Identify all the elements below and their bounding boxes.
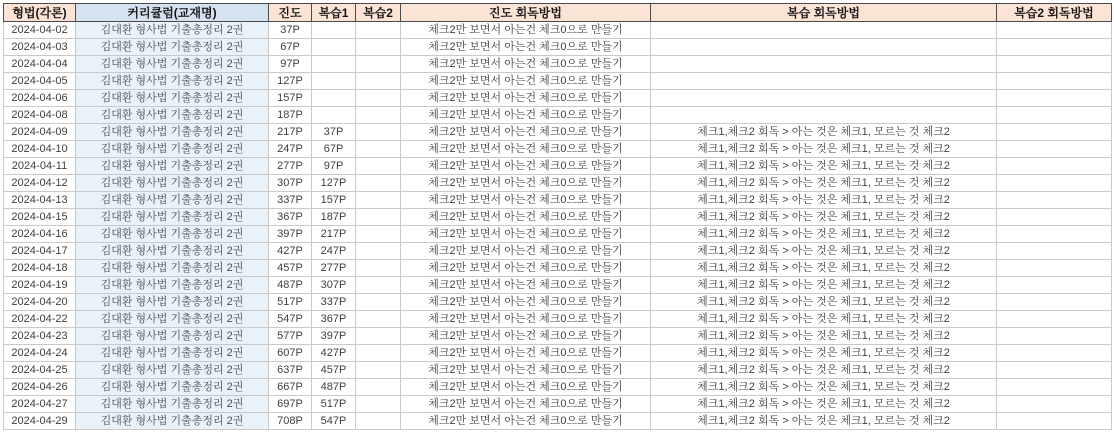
cell-progress-method[interactable]: 체크2만 보면서 아는건 체크0으로 만들기 <box>401 158 651 175</box>
cell-progress[interactable]: 127P <box>269 73 312 90</box>
cell-progress-method[interactable]: 체크2만 보면서 아는건 체크0으로 만들기 <box>401 311 651 328</box>
table-row <box>4 56 1112 73</box>
cell-progress[interactable]: 708P <box>269 413 312 430</box>
cell-progress-method[interactable]: 체크2만 보면서 아는건 체크0으로 만들기 <box>401 396 651 413</box>
cell-curriculum[interactable]: 김대환 형사법 기출총정리 2권 <box>76 294 269 311</box>
cell-curriculum[interactable]: 김대환 형사법 기출총정리 2권 <box>76 260 269 277</box>
table-row <box>4 22 1112 39</box>
cell-review2-method[interactable] <box>997 396 1112 413</box>
cell-review2-method[interactable] <box>997 90 1112 107</box>
table-row <box>4 396 1112 413</box>
cell-review-method[interactable]: 체크1,체크2 회독 > 아는 것은 체크1, 모르는 것 체크2 <box>651 226 997 243</box>
cell-review2-method[interactable] <box>997 107 1112 124</box>
cell-review2[interactable] <box>356 141 401 158</box>
cell-progress-method[interactable]: 체크2만 보면서 아는건 체크0으로 만들기 <box>401 328 651 345</box>
column-header-curriculum[interactable]: 커리큘럼(교재명) <box>76 4 269 22</box>
cell-progress[interactable]: 37P <box>269 22 312 39</box>
cell-date[interactable]: 2024-04-23 <box>4 328 76 345</box>
cell-curriculum[interactable]: 김대환 형사법 기출총정리 2권 <box>76 362 269 379</box>
cell-date[interactable]: 2024-04-18 <box>4 260 76 277</box>
cell-progress-method[interactable]: 체크2만 보면서 아는건 체크0으로 만들기 <box>401 192 651 209</box>
cell-date[interactable]: 2024-04-27 <box>4 396 76 413</box>
cell-review1[interactable]: 397P <box>312 328 356 345</box>
cell-review-method[interactable]: 체크1,체크2 회독 > 아는 것은 체크1, 모르는 것 체크2 <box>651 362 997 379</box>
cell-progress[interactable]: 547P <box>269 311 312 328</box>
table-row <box>4 413 1112 430</box>
column-header-progress-method[interactable]: 진도 회독방법 <box>401 4 651 22</box>
cell-progress[interactable]: 487P <box>269 277 312 294</box>
cell-progress-method[interactable]: 체크2만 보면서 아는건 체크0으로 만들기 <box>401 39 651 56</box>
cell-progress[interactable]: 397P <box>269 226 312 243</box>
table-row <box>4 39 1112 56</box>
cell-progress-method[interactable]: 체크2만 보면서 아는건 체크0으로 만들기 <box>401 175 651 192</box>
table-row <box>4 209 1112 226</box>
cell-review1[interactable] <box>312 107 356 124</box>
column-header-review2-method[interactable]: 복습2 회독방법 <box>997 4 1112 22</box>
cell-progress-method[interactable]: 체크2만 보면서 아는건 체크0으로 만들기 <box>401 294 651 311</box>
cell-review-method[interactable]: 체크1,체크2 회독 > 아는 것은 체크1, 모르는 것 체크2 <box>651 379 997 396</box>
cell-review-method[interactable] <box>651 56 997 73</box>
table-row <box>4 379 1112 396</box>
cell-date[interactable]: 2024-04-03 <box>4 39 76 56</box>
table-row <box>4 294 1112 311</box>
cell-progress[interactable]: 637P <box>269 362 312 379</box>
cell-progress[interactable]: 697P <box>269 396 312 413</box>
cell-curriculum[interactable]: 김대환 형사법 기출총정리 2권 <box>76 243 269 260</box>
cell-review2-method[interactable] <box>997 39 1112 56</box>
study-plan-table <box>3 3 1112 430</box>
cell-progress-method[interactable]: 체크2만 보면서 아는건 체크0으로 만들기 <box>401 345 651 362</box>
cell-progress-method[interactable]: 체크2만 보면서 아는건 체크0으로 만들기 <box>401 90 651 107</box>
cell-review1[interactable]: 127P <box>312 175 356 192</box>
cell-review2[interactable] <box>356 277 401 294</box>
cell-review2-method[interactable] <box>997 175 1112 192</box>
cell-review-method[interactable]: 체크1,체크2 회독 > 아는 것은 체크1, 모르는 것 체크2 <box>651 175 997 192</box>
column-header-review2[interactable]: 복습2 <box>356 4 401 22</box>
table-row <box>4 277 1112 294</box>
cell-curriculum[interactable]: 김대환 형사법 기출총정리 2권 <box>76 175 269 192</box>
cell-review-method[interactable] <box>651 22 997 39</box>
column-header-progress[interactable]: 진도 <box>269 4 312 22</box>
cell-review2[interactable] <box>356 226 401 243</box>
cell-review1[interactable] <box>312 90 356 107</box>
cell-progress[interactable]: 517P <box>269 294 312 311</box>
cell-date[interactable]: 2024-04-29 <box>4 413 76 430</box>
cell-progress[interactable]: 367P <box>269 209 312 226</box>
cell-curriculum[interactable]: 김대환 형사법 기출총정리 2권 <box>76 22 269 39</box>
table-body <box>4 22 1112 430</box>
cell-review2[interactable] <box>356 39 401 56</box>
cell-date[interactable]: 2024-04-25 <box>4 362 76 379</box>
cell-curriculum[interactable]: 김대환 형사법 기출총정리 2권 <box>76 73 269 90</box>
cell-review2[interactable] <box>356 209 401 226</box>
cell-date[interactable]: 2024-04-04 <box>4 56 76 73</box>
cell-review2-method[interactable] <box>997 311 1112 328</box>
cell-progress-method[interactable]: 체크2만 보면서 아는건 체크0으로 만들기 <box>401 22 651 39</box>
cell-review2[interactable] <box>356 158 401 175</box>
cell-review-method[interactable] <box>651 73 997 90</box>
cell-review1[interactable]: 487P <box>312 379 356 396</box>
cell-review1[interactable] <box>312 22 356 39</box>
cell-review2[interactable] <box>356 260 401 277</box>
cell-progress-method[interactable]: 체크2만 보면서 아는건 체크0으로 만들기 <box>401 379 651 396</box>
cell-progress[interactable]: 307P <box>269 175 312 192</box>
cell-review2-method[interactable] <box>997 243 1112 260</box>
cell-review2[interactable] <box>356 294 401 311</box>
cell-review2[interactable] <box>356 22 401 39</box>
cell-review-method[interactable]: 체크1,체크2 회독 > 아는 것은 체크1, 모르는 것 체크2 <box>651 345 997 362</box>
cell-review2-method[interactable] <box>997 294 1112 311</box>
column-header-review-method[interactable]: 복습 회독방법 <box>651 4 997 22</box>
cell-review1[interactable]: 67P <box>312 141 356 158</box>
cell-review1[interactable]: 217P <box>312 226 356 243</box>
cell-curriculum[interactable]: 김대환 형사법 기출총정리 2권 <box>76 39 269 56</box>
cell-date[interactable]: 2024-04-26 <box>4 379 76 396</box>
cell-curriculum[interactable]: 김대환 형사법 기출총정리 2권 <box>76 107 269 124</box>
column-header-review1[interactable]: 복습1 <box>312 4 356 22</box>
cell-review1[interactable] <box>312 56 356 73</box>
cell-review-method[interactable]: 체크1,체크2 회독 > 아는 것은 체크1, 모르는 것 체크2 <box>651 311 997 328</box>
cell-curriculum[interactable]: 김대환 형사법 기출총정리 2권 <box>76 379 269 396</box>
cell-progress-method[interactable]: 체크2만 보면서 아는건 체크0으로 만들기 <box>401 277 651 294</box>
cell-review2-method[interactable] <box>997 362 1112 379</box>
cell-review1[interactable]: 427P <box>312 345 356 362</box>
cell-review1[interactable]: 337P <box>312 294 356 311</box>
cell-review2-method[interactable] <box>997 124 1112 141</box>
table-row <box>4 90 1112 107</box>
cell-curriculum[interactable]: 김대환 형사법 기출총정리 2권 <box>76 124 269 141</box>
table-row <box>4 311 1112 328</box>
cell-date[interactable]: 2024-04-11 <box>4 158 76 175</box>
column-header-date[interactable]: 형법(각론) <box>4 4 76 22</box>
table-row <box>4 362 1112 379</box>
cell-review2[interactable] <box>356 345 401 362</box>
cell-review2[interactable] <box>356 413 401 430</box>
cell-review2[interactable] <box>356 90 401 107</box>
cell-progress[interactable]: 607P <box>269 345 312 362</box>
cell-review-method[interactable]: 체크1,체크2 회독 > 아는 것은 체크1, 모르는 것 체크2 <box>651 209 997 226</box>
cell-review1[interactable]: 307P <box>312 277 356 294</box>
cell-progress[interactable]: 667P <box>269 379 312 396</box>
cell-review2-method[interactable] <box>997 158 1112 175</box>
cell-progress-method[interactable]: 체크2만 보면서 아는건 체크0으로 만들기 <box>401 209 651 226</box>
cell-review2[interactable] <box>356 107 401 124</box>
cell-progress[interactable]: 217P <box>269 124 312 141</box>
cell-review-method[interactable]: 체크1,체크2 회독 > 아는 것은 체크1, 모르는 것 체크2 <box>651 141 997 158</box>
table-row <box>4 260 1112 277</box>
cell-review1[interactable]: 97P <box>312 158 356 175</box>
cell-review2[interactable] <box>356 311 401 328</box>
cell-review2-method[interactable] <box>997 277 1112 294</box>
cell-review1[interactable]: 367P <box>312 311 356 328</box>
cell-progress-method[interactable]: 체크2만 보면서 아는건 체크0으로 만들기 <box>401 141 651 158</box>
cell-review2-method[interactable] <box>997 226 1112 243</box>
cell-review-method[interactable]: 체크1,체크2 회독 > 아는 것은 체크1, 모르는 것 체크2 <box>651 277 997 294</box>
cell-curriculum[interactable]: 김대환 형사법 기출총정리 2권 <box>76 226 269 243</box>
cell-review2-method[interactable] <box>997 328 1112 345</box>
table-row <box>4 124 1112 141</box>
cell-review2-method[interactable] <box>997 379 1112 396</box>
cell-review-method[interactable]: 체크1,체크2 회독 > 아는 것은 체크1, 모르는 것 체크2 <box>651 192 997 209</box>
cell-review2-method[interactable] <box>997 209 1112 226</box>
cell-date[interactable]: 2024-04-20 <box>4 294 76 311</box>
cell-review2-method[interactable] <box>997 22 1112 39</box>
cell-review2[interactable] <box>356 379 401 396</box>
cell-review2-method[interactable] <box>997 73 1112 90</box>
cell-review1[interactable] <box>312 39 356 56</box>
cell-review1[interactable]: 157P <box>312 192 356 209</box>
cell-review-method[interactable] <box>651 39 997 56</box>
cell-review2-method[interactable] <box>997 413 1112 430</box>
cell-date[interactable]: 2024-04-19 <box>4 277 76 294</box>
cell-review2-method[interactable] <box>997 141 1112 158</box>
table-row <box>4 328 1112 345</box>
cell-progress-method[interactable]: 체크2만 보면서 아는건 체크0으로 만들기 <box>401 362 651 379</box>
cell-progress[interactable]: 247P <box>269 141 312 158</box>
cell-date[interactable]: 2024-04-08 <box>4 107 76 124</box>
table-row <box>4 175 1112 192</box>
cell-date[interactable]: 2024-04-17 <box>4 243 76 260</box>
cell-curriculum[interactable]: 김대환 형사법 기출총정리 2권 <box>76 141 269 158</box>
cell-curriculum[interactable]: 김대환 형사법 기출총정리 2권 <box>76 56 269 73</box>
table-row <box>4 226 1112 243</box>
cell-review-method[interactable]: 체크1,체크2 회독 > 아는 것은 체크1, 모르는 것 체크2 <box>651 243 997 260</box>
cell-progress[interactable]: 337P <box>269 192 312 209</box>
cell-review-method[interactable]: 체크1,체크2 회독 > 아는 것은 체크1, 모르는 것 체크2 <box>651 294 997 311</box>
table-row <box>4 345 1112 362</box>
cell-progress[interactable]: 187P <box>269 107 312 124</box>
cell-progress-method[interactable]: 체크2만 보면서 아는건 체크0으로 만들기 <box>401 56 651 73</box>
cell-review1[interactable]: 247P <box>312 243 356 260</box>
cell-progress-method[interactable]: 체크2만 보면서 아는건 체크0으로 만들기 <box>401 73 651 90</box>
cell-review1[interactable]: 187P <box>312 209 356 226</box>
cell-date[interactable]: 2024-04-24 <box>4 345 76 362</box>
table-row <box>4 107 1112 124</box>
cell-review2[interactable] <box>356 175 401 192</box>
cell-date[interactable]: 2024-04-06 <box>4 90 76 107</box>
cell-progress[interactable]: 277P <box>269 158 312 175</box>
cell-curriculum[interactable]: 김대환 형사법 기출총정리 2권 <box>76 192 269 209</box>
cell-curriculum[interactable]: 김대환 형사법 기출총정리 2권 <box>76 345 269 362</box>
cell-review2-method[interactable] <box>997 56 1112 73</box>
cell-date[interactable]: 2024-04-12 <box>4 175 76 192</box>
cell-review2[interactable] <box>356 56 401 73</box>
cell-review1[interactable]: 277P <box>312 260 356 277</box>
cell-review2[interactable] <box>356 192 401 209</box>
cell-progress-method[interactable]: 체크2만 보면서 아는건 체크0으로 만들기 <box>401 243 651 260</box>
cell-curriculum[interactable]: 김대환 형사법 기출총정리 2권 <box>76 90 269 107</box>
cell-review-method[interactable]: 체크1,체크2 회독 > 아는 것은 체크1, 모르는 것 체크2 <box>651 413 997 430</box>
cell-curriculum[interactable]: 김대환 형사법 기출총정리 2권 <box>76 328 269 345</box>
cell-curriculum[interactable]: 김대환 형사법 기출총정리 2권 <box>76 396 269 413</box>
cell-date[interactable]: 2024-04-09 <box>4 124 76 141</box>
cell-review-method[interactable] <box>651 90 997 107</box>
cell-date[interactable]: 2024-04-15 <box>4 209 76 226</box>
cell-date[interactable]: 2024-04-10 <box>4 141 76 158</box>
cell-review2-method[interactable] <box>997 345 1112 362</box>
cell-curriculum[interactable]: 김대환 형사법 기출총정리 2권 <box>76 209 269 226</box>
cell-progress-method[interactable]: 체크2만 보면서 아는건 체크0으로 만들기 <box>401 413 651 430</box>
cell-review2[interactable] <box>356 396 401 413</box>
cell-progress-method[interactable]: 체크2만 보면서 아는건 체크0으로 만들기 <box>401 124 651 141</box>
cell-review1[interactable] <box>312 73 356 90</box>
cell-curriculum[interactable]: 김대환 형사법 기출총정리 2권 <box>76 277 269 294</box>
cell-review2-method[interactable] <box>997 260 1112 277</box>
cell-review-method[interactable]: 체크1,체크2 회독 > 아는 것은 체크1, 모르는 것 체크2 <box>651 328 997 345</box>
cell-date[interactable]: 2024-04-13 <box>4 192 76 209</box>
cell-review1[interactable]: 37P <box>312 124 356 141</box>
cell-review-method[interactable]: 체크1,체크2 회독 > 아는 것은 체크1, 모르는 것 체크2 <box>651 396 997 413</box>
cell-progress-method[interactable]: 체크2만 보면서 아는건 체크0으로 만들기 <box>401 260 651 277</box>
cell-review-method[interactable]: 체크1,체크2 회독 > 아는 것은 체크1, 모르는 것 체크2 <box>651 124 997 141</box>
cell-progress[interactable]: 577P <box>269 328 312 345</box>
cell-progress[interactable]: 427P <box>269 243 312 260</box>
header-row <box>4 4 1112 22</box>
cell-review2[interactable] <box>356 328 401 345</box>
cell-review-method[interactable]: 체크1,체크2 회독 > 아는 것은 체크1, 모르는 것 체크2 <box>651 260 997 277</box>
cell-date[interactable]: 2024-04-16 <box>4 226 76 243</box>
cell-review1[interactable]: 547P <box>312 413 356 430</box>
cell-review2-method[interactable] <box>997 192 1112 209</box>
cell-progress[interactable]: 97P <box>269 56 312 73</box>
table-row <box>4 73 1112 90</box>
cell-date[interactable]: 2024-04-05 <box>4 73 76 90</box>
cell-curriculum[interactable]: 김대환 형사법 기출총정리 2권 <box>76 158 269 175</box>
cell-date[interactable]: 2024-04-02 <box>4 22 76 39</box>
cell-date[interactable]: 2024-04-22 <box>4 311 76 328</box>
table-row <box>4 158 1112 175</box>
cell-progress-method[interactable]: 체크2만 보면서 아는건 체크0으로 만들기 <box>401 107 651 124</box>
cell-progress[interactable]: 457P <box>269 260 312 277</box>
table-row <box>4 141 1112 158</box>
cell-review2[interactable] <box>356 124 401 141</box>
cell-progress-method[interactable]: 체크2만 보면서 아는건 체크0으로 만들기 <box>401 226 651 243</box>
cell-review-method[interactable] <box>651 107 997 124</box>
table-row <box>4 192 1112 209</box>
table-row <box>4 243 1112 260</box>
cell-review1[interactable]: 517P <box>312 396 356 413</box>
cell-curriculum[interactable]: 김대환 형사법 기출총정리 2권 <box>76 311 269 328</box>
cell-review2[interactable] <box>356 73 401 90</box>
cell-curriculum[interactable]: 김대환 형사법 기출총정리 2권 <box>76 413 269 430</box>
cell-progress[interactable]: 67P <box>269 39 312 56</box>
cell-review1[interactable]: 457P <box>312 362 356 379</box>
cell-review2[interactable] <box>356 362 401 379</box>
cell-review-method[interactable]: 체크1,체크2 회독 > 아는 것은 체크1, 모르는 것 체크2 <box>651 158 997 175</box>
cell-review2[interactable] <box>356 243 401 260</box>
cell-progress[interactable]: 157P <box>269 90 312 107</box>
